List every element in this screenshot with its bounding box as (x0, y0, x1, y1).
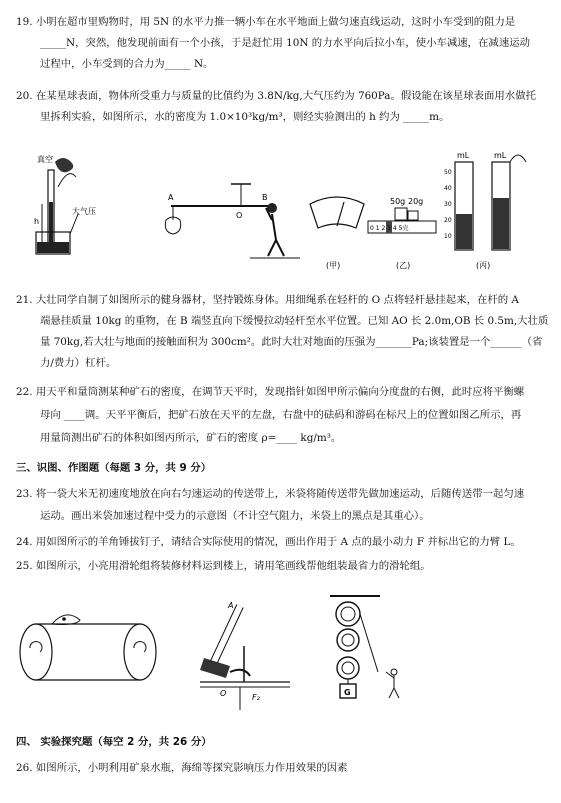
q20-line1: 20. 在某星球表面，物体所受重力与质量的比值约为 3.8N/kg,大气压约为 760Pa。假设能在该星球表面用水做托 (16, 90, 536, 102)
tick-50: 50 (444, 169, 452, 176)
q19-line1: 19. 小明在超市里购物时，用 5N 的水平力推一辆小车在水平地面上做匀速直线运动，这时小车受到的阻力是 (16, 16, 516, 28)
pulley-g-label: G (344, 688, 351, 697)
q22-line1: 22. 用天平和量筒测某种矿石的密度，在调节天平时，发现指针如图甲所示偏向分度盘的右侧，此时应将平衡螺 (16, 386, 525, 398)
q20-line2: 里拆利实验，如图所示，水的密度为 1.0×10³kg/m³，则经实验测出的 h 约为 _____m。 (40, 111, 450, 123)
w50-label: 50g (390, 197, 406, 206)
pulley-figure (330, 596, 399, 698)
lever-figure (165, 184, 300, 258)
q19-line2: _____N，突然，他发现前面有一个小孩，于是赶忙用 10N 的力水平向后拉小车，使小车减速，在减速运动 (40, 37, 530, 49)
torricelli-figure (34, 154, 96, 254)
bing-label: (丙) (476, 261, 491, 270)
hammer-a-label: A (228, 601, 234, 610)
w20-label: 20g (408, 197, 424, 206)
mL-label-2: mL (494, 151, 507, 160)
lever-a-label: A (168, 193, 174, 202)
jia-label: (甲) (326, 261, 341, 270)
q25-line1: 25. 如图所示，小亮用滑轮组将装修材料运到楼上，请用笔画线帮他组装最省力的滑轮组。 (16, 560, 431, 572)
tick-20: 20 (444, 217, 452, 224)
lever-b-label: B (262, 193, 268, 202)
hammer-f2-label: F₂ (252, 693, 260, 702)
weights-figure (368, 197, 436, 270)
q21-line3: 量 70kg,若大壮与地面的接触面积为 300cm²。此时大壮对地面的压强为_______Pa;该装置是一个______（省 (40, 336, 543, 348)
q22-line2: 母向 ____调。天平平衡后，把矿石放在天平的左盘，右盘中的砝码和游码在标尺上的位置如图乙所示，再 (40, 409, 522, 421)
section-3-title: 三、识图、作图题（每题 3 分，共 9 分） (16, 462, 212, 474)
mL-label-1: mL (457, 151, 470, 160)
ruler-label: 0 1 2 3 4 5克 (370, 225, 409, 232)
q23-line2: 运动。画出米袋加速过程中受力的示意图（不计空气阻力，米袋上的黑点是其重心）。 (40, 510, 430, 522)
hammer-o-label: O (220, 689, 227, 698)
figure-row-2 (0, 586, 561, 726)
hammer-figure (200, 601, 290, 710)
q21-line2: 端悬挂质量 10kg 的重物，在 B 端竖直向下缓慢拉动轻杆至水平位置。已知 AO 长 2.0m,OB 长 0.5m,大壮质 (40, 315, 549, 327)
q19-line3: 过程中，小车受到的合力为_____ N。 (40, 58, 214, 70)
q22-line3: 用量筒测出矿石的体积如图丙所示，矿石的密度 ρ=____ kg/m³。 (40, 432, 342, 444)
q21-line4: 力/费力）杠杆。 (40, 357, 117, 369)
q24-line1: 24. 用如图所示的羊角锤拔钉子，请结合实际使用的情况，画出作用于 A 点的最小动力 F 并标出它的力臂 L。 (16, 536, 521, 548)
tick-10: 10 (444, 233, 452, 240)
q26-line1: 26. 如图所示，小明利用矿泉水瓶，海绵等探究影响压力作用效果的因素 (16, 762, 348, 774)
figure-row-1 (0, 132, 561, 282)
cylinders-figure (444, 151, 526, 270)
conveyor-figure (20, 615, 156, 680)
q23-line1: 23. 将一袋大米无初速度地放在向右匀速运动的传送带上，米袋将随传送带先做加速运动，后随传送带一起匀速 (16, 488, 525, 500)
tick-30: 30 (444, 201, 452, 208)
vacuum-label: 真空 (37, 155, 53, 164)
balance-dial-figure (310, 197, 364, 270)
yi-label: (乙) (396, 261, 411, 270)
lever-o-label: O (236, 211, 243, 220)
h-label: h (34, 217, 40, 226)
q21-line1: 21. 大壮同学自制了如图所示的健身器材，坚持锻炼身体。用细绳系在轻杆的 O 点将轻杆悬挂起来，在杆的 A (16, 294, 519, 306)
atm-label: 大气压 (72, 207, 96, 216)
section-4-title: 四、 实验探究题（每空 2 分，共 26 分） (16, 736, 212, 748)
tick-40: 40 (444, 185, 452, 192)
